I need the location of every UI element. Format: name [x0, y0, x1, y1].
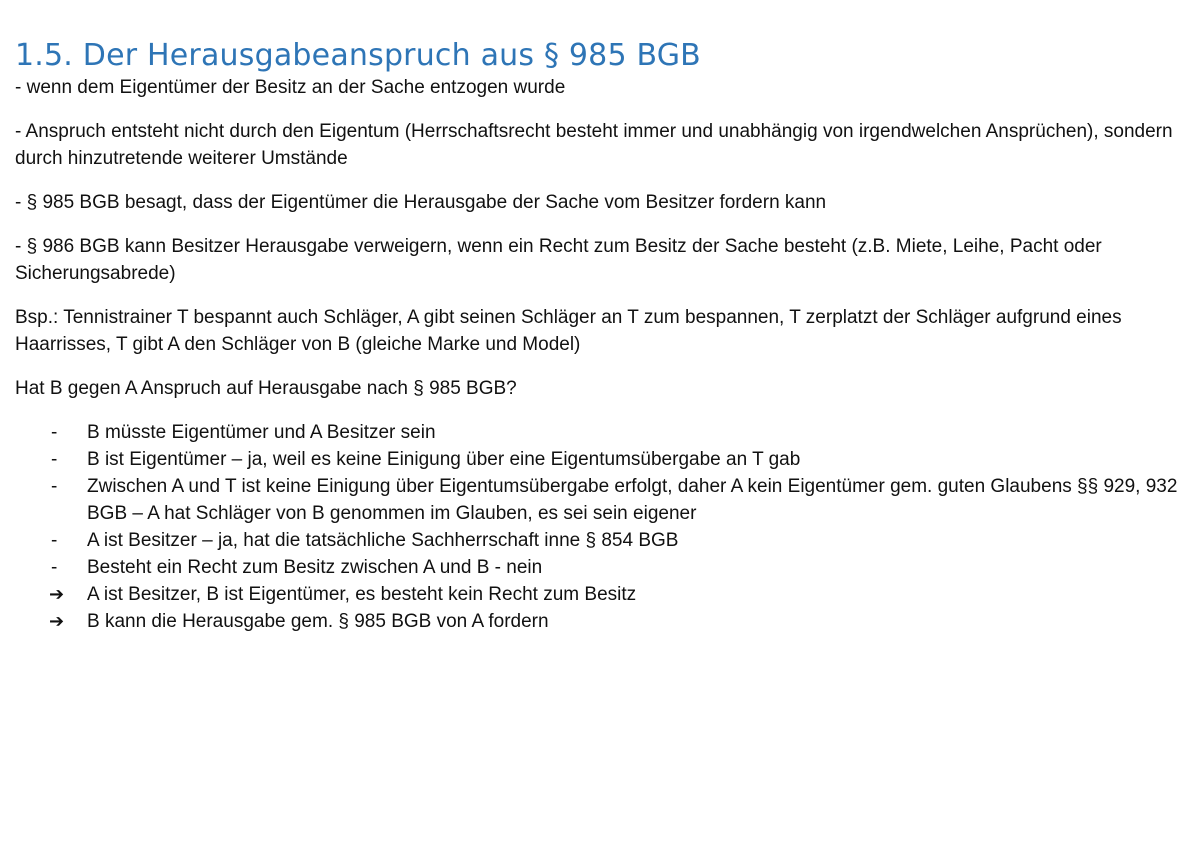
- list-item-text: Besteht ein Recht zum Besitz zwischen A und B - nein: [87, 557, 543, 578]
- paragraph-1: - wenn dem Eigentümer der Besitz an der Sache entzogen wurde: [15, 77, 566, 98]
- dash-marker: -: [51, 530, 58, 551]
- list-item-text: B kann die Herausgabe gem. § 985 BGB von A fordern: [87, 611, 549, 632]
- list-item: [15, 473, 1185, 527]
- list-item: [15, 581, 1185, 608]
- paragraph-4: - § 986 BGB kann Besitzer Herausgabe verweigern, wenn ein Recht zum Besitz der Sache besteht (z.B. Miete, Leihe, Pacht oder Sicherungsabrede): [15, 236, 1102, 284]
- arrow-right-icon: ➔: [49, 584, 65, 605]
- list-item: [15, 608, 1185, 635]
- paragraph-example: Bsp.: Tennistrainer T bespannt auch Schläger, A gibt seinen Schläger an T zum bespannen, T zerplatzt der Schläger aufgrund eines Haarrisses, T gibt A den Schläger von B (gleiche Marke und Model): [15, 307, 1122, 355]
- dash-marker: -: [51, 476, 58, 497]
- document-page: [15, 36, 1185, 635]
- dash-marker: -: [51, 449, 58, 470]
- paragraph-question: Hat B gegen A Anspruch auf Herausgabe nach § 985 BGB?: [15, 378, 517, 399]
- page-title: 1.5. Der Herausgabeanspruch aus § 985 BGB: [15, 38, 701, 73]
- analysis-list: [15, 419, 1185, 635]
- list-item-text: A ist Besitzer, B ist Eigentümer, es besteht kein Recht zum Besitz: [87, 584, 637, 605]
- list-item-text: B ist Eigentümer – ja, weil es keine Einigung über eine Eigentumsübergabe an T gab: [87, 449, 801, 470]
- dash-marker: -: [51, 422, 58, 443]
- arrow-right-icon: ➔: [49, 611, 65, 632]
- list-item-text: Zwischen A und T ist keine Einigung über Eigentumsübergabe erfolgt, daher A kein Eigentümer gem. guten Glaubens §§ 929, 932 BGB – A hat Schläger von B genommen im Glauben, es sei sein eigener: [87, 476, 1178, 524]
- paragraph-3: - § 985 BGB besagt, dass der Eigentümer die Herausgabe der Sache vom Besitzer fordern kann: [15, 192, 827, 213]
- list-item: [15, 527, 1185, 554]
- list-item-text: B müsste Eigentümer und A Besitzer sein: [87, 422, 436, 443]
- list-item: [15, 419, 1185, 446]
- paragraph-2: - Anspruch entsteht nicht durch den Eigentum (Herrschaftsrecht besteht immer und unabhängig von irgendwelchen Ansprüchen), sondern durch hinzutretende weiterer Umstände: [15, 121, 1173, 169]
- list-item: [15, 554, 1185, 581]
- list-item: [15, 446, 1185, 473]
- list-item-text: A ist Besitzer – ja, hat die tatsächliche Sachherrschaft inne § 854 BGB: [87, 530, 679, 551]
- dash-marker: -: [51, 557, 58, 578]
